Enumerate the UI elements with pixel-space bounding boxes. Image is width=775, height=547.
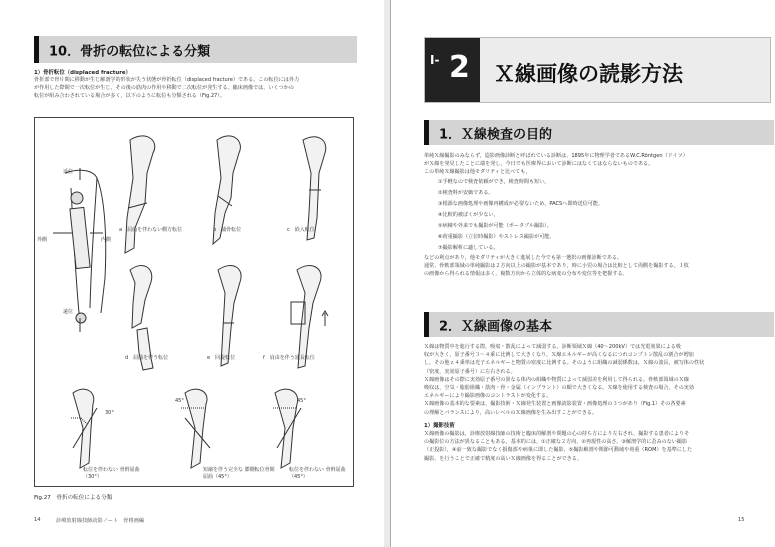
text-line: Ｘ線画像はその際に実効原子番号の異なる体内の組織や物質によって減弱差を利用して得られる。骨軟部領域のＸ線 bbox=[424, 376, 689, 383]
left-page bbox=[0, 0, 385, 547]
label-medial: 内側 bbox=[101, 237, 112, 243]
section1-title-bar bbox=[424, 120, 774, 145]
chapter-title: Ｘ線画像の読影方法 bbox=[494, 62, 683, 86]
section2-title: 2．Ｘ線画像の基本 bbox=[439, 319, 553, 334]
angle-label: 45° bbox=[297, 398, 306, 404]
section2-title-bar bbox=[424, 312, 774, 337]
figure-caption-g: 転位を伴わない 骨幹屈曲（30°） bbox=[83, 467, 140, 480]
text-line: などの利点があり，他モダリティが大きく進展した今でも第一選択の画像診断である。 bbox=[424, 255, 623, 261]
list-item: ②検査料が安価である。 bbox=[438, 190, 494, 196]
text-line: 吸収は，空気・脂肪組織・筋肉・骨・金属（インプラント）の順で大きくなる。Ｘ線を使用する検査の場合，その実効 bbox=[424, 385, 694, 392]
list-item: ⑤病棟や外来でも撮影が可能（ポータブル撮影）。 bbox=[438, 223, 552, 229]
page-number: 14 bbox=[34, 517, 41, 523]
figure-caption-b: b 捕骨転位 bbox=[213, 227, 242, 233]
list-item: ④比較的被ばくが少ない。 bbox=[438, 212, 499, 218]
chapter-prefix: I- bbox=[430, 53, 440, 67]
section-title: 10．骨折の転位による分類 bbox=[49, 44, 211, 59]
intro-line: 骨折部で骨片間に移動が生じ解剖学的形状が失う状態が骨折転位（displaced fracture）である。この転位には外力 bbox=[34, 77, 300, 83]
text-line: Ｘ線画像の撮影は，診療放射線技師の技術と臨床的解剖や問題の心の持ち方により左右され，撮影する患者によりそ bbox=[424, 431, 690, 437]
text-line: Ｘ線は物質中を進行する際，吸収・散乱によって減弱する。診断領域Ｘ線（40～200kV）では光電効果による吸 bbox=[424, 344, 681, 350]
section-title-bar bbox=[34, 36, 357, 63]
subsection-heading: 1）撮影技術 bbox=[424, 423, 455, 429]
text-line: 収が大きく，原子番号３～４乗に比例して大きくなり，Ｘ線エネルギーが高くなるにつれコンプトン散乱の割合が増加 bbox=[424, 352, 694, 359]
text-line: （密度，実効原子番号）に左右される。 bbox=[424, 368, 516, 375]
text-line: の撮影位の方法が異なることもある。基本的には，①正確な２方向，②再現性の高さ，③解剖学的に歪みのない撮影 bbox=[424, 439, 688, 446]
list-item: ⑥荷重撮影（立位時撮影）やストレス撮影が可能。 bbox=[438, 234, 555, 240]
intro-line: 転位が組み合わされている場合が多く，以下のように転位も分類される（Fig.27）。 bbox=[34, 93, 225, 100]
intro-line: が作用した際間で一次転位が生じ，その後の筋肉の作用や移動で二次転位が発生する。臨床画像では，いくつかの bbox=[34, 85, 294, 92]
page-number-right: 15 bbox=[738, 517, 745, 523]
book-title: 診療放射線技師読影ノート 骨格画編 bbox=[56, 518, 145, 524]
figure-caption-h: 短縮を伴う完全な 膝側転位骨間屈曲（45°） bbox=[203, 467, 275, 480]
fracture-diagram bbox=[35, 118, 353, 486]
label-distal: 遠位 bbox=[63, 309, 74, 315]
list-item: ⑦撮影解析に適している。 bbox=[438, 245, 499, 251]
chapter-number-block bbox=[425, 38, 480, 102]
text-line: がＸ線を発見したことに端を発し，今日でも医療界において診断にはなくてはならないものである。 bbox=[424, 161, 654, 168]
label-lateral: 外側 bbox=[37, 237, 48, 243]
figure-caption-i: 転位を伴わない 骨幹屈曲（45°） bbox=[289, 467, 346, 480]
fig-caption: Fig.27 骨折の転位による分類 bbox=[34, 495, 113, 501]
list-item: ③根源な画像処理や画像再構成が必要ないため，PACSへ即時送信可能。 bbox=[438, 201, 604, 207]
figure-27 bbox=[34, 117, 354, 487]
text-line: （正投影），④前一致な撮影でなく損傷部や病巣に即した撮影，⑤撮影解剖や関節可動域や荷重（ROM）を基準にした bbox=[424, 447, 693, 454]
text-line: エネルギーにより撮影画像のコントラストが変化する。 bbox=[424, 393, 552, 400]
angle-label: 30° bbox=[105, 410, 114, 416]
subsection-text bbox=[424, 430, 770, 463]
figure-caption-e: e 回旋転位 bbox=[207, 355, 236, 361]
label-proximal: 近位 bbox=[63, 169, 74, 175]
section1-text bbox=[424, 152, 770, 177]
angle-label: 45° bbox=[175, 398, 184, 404]
text-line: 撮影，を行うことで正確で精度の高いＸ線画像を得ることができる。 bbox=[424, 455, 582, 462]
figure-caption-c: c 嵌入転位 bbox=[287, 227, 315, 233]
text-line: この単純Ｘ線撮影は他モダリティと比べても， bbox=[424, 169, 531, 176]
list-item: ①手軽なので検査依頼ができ，検査時間も短い。 bbox=[438, 179, 550, 185]
sub-heading: 1）骨折転位（displaced fracture） bbox=[34, 70, 131, 76]
text-line: 単純Ｘ線撮影のみならず，造影画像診断と呼ばれている診断は，1895年に物理学者であるW.C.Röntgen（ドイツ） bbox=[424, 153, 688, 159]
figure-caption-d: d 屈曲を伴う転位 bbox=[125, 355, 169, 361]
chapter-header bbox=[424, 37, 771, 103]
figure-caption-a: a 屈曲を伴わない側方転位 bbox=[119, 227, 183, 233]
intro-text bbox=[34, 76, 354, 101]
section1-after-text bbox=[424, 254, 770, 279]
chapter-number: 2 bbox=[449, 50, 470, 85]
text-line: の画像から得られる情報は多く，複数方向から立体的な病変の分布や変位等を把握する。 bbox=[424, 271, 628, 278]
text-line: の理解とバランスにより，高いレベルのＸ線画像を生み出すことができる。 bbox=[424, 409, 598, 416]
text-line: 通常，骨軟部領域の単純撮影は２方向以上の撮影が基本であり，時に小児の場合は比較として両側を撮影する。１枚 bbox=[424, 263, 689, 270]
section1-title: 1．Ｘ線検査の目的 bbox=[439, 127, 553, 142]
section2-text bbox=[424, 343, 770, 417]
text-line: Ｘ線画像の基本的な要素は，撮影技術・Ｘ線発生装置と画像読影装置・画像処理の３つがあり（Fig.1）その各要素 bbox=[424, 401, 686, 408]
text-line: し，その他ｚ４乗率は光子エネルギーと物質の密度に比例する。そのように組織の減弱係数は，Ｘ線の波長，被写体の性状 bbox=[424, 360, 705, 367]
figure-caption-f: f 肩由を伴う延長転位 bbox=[263, 355, 315, 361]
